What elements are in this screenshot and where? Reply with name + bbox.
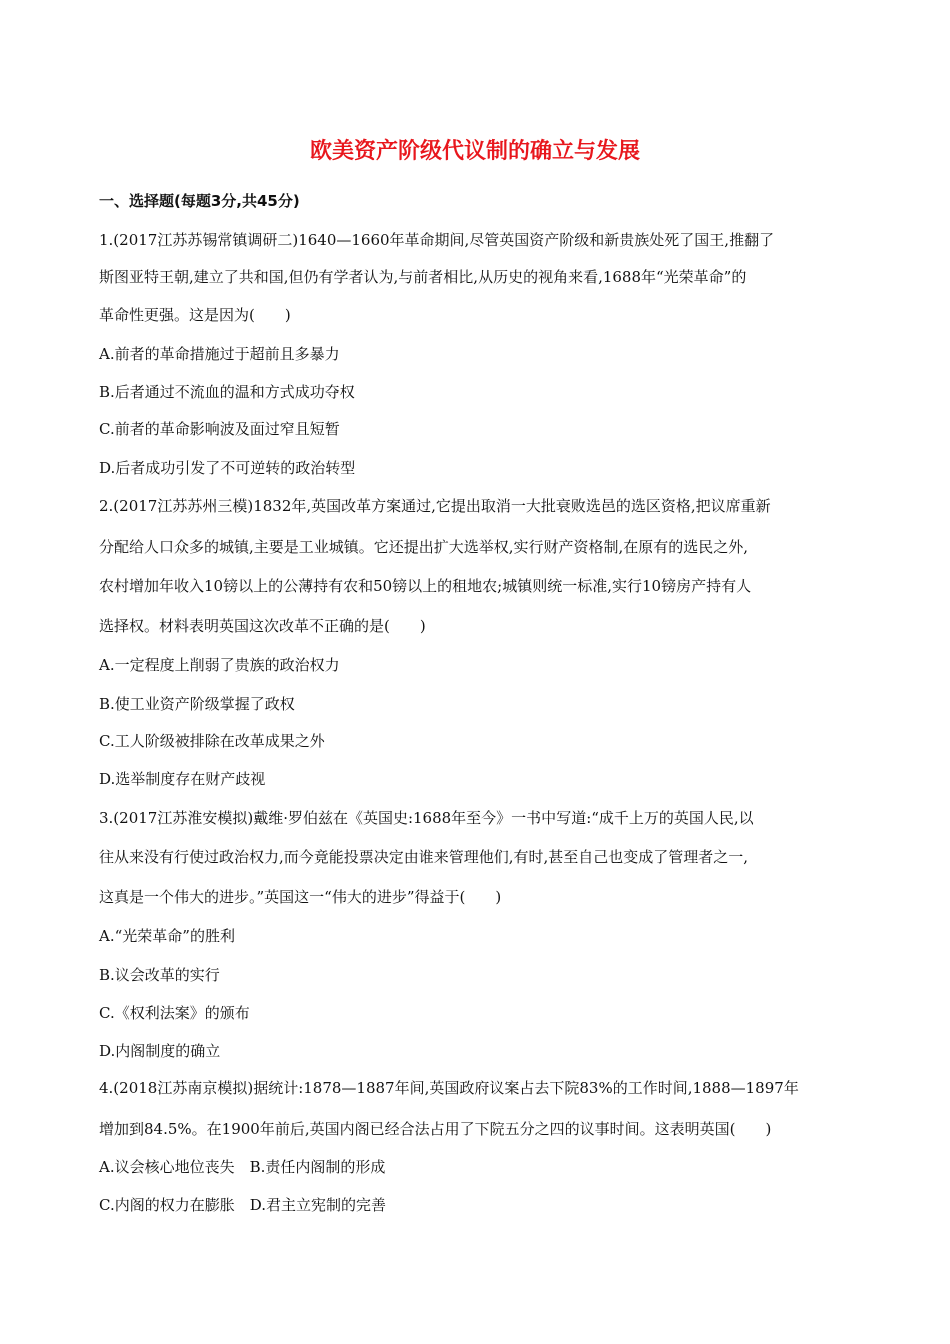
q3-stem-line-3: 这真是一个伟大的进步。”英国这一“伟大的进步”得益于( ): [99, 888, 502, 906]
q2-stem-line-2: 分配给人口众多的城镇,主要是工业城镇。它还提出扩大选举权,实行财产资格制,在原有的选民之外,: [99, 538, 749, 556]
q3-option-b: B.议会改革的实行: [99, 966, 220, 984]
page-title: 欧美资产阶级代议制的确立与发展: [309, 139, 640, 164]
q3-option-c: C.《权利法案》的颁布: [99, 1004, 250, 1022]
q2-stem-line-1: 2.(2017江苏苏州三模)1832年,英国改革方案通过,它提出取消一大批衰败选邑的选区资格,把议席重新: [99, 497, 771, 515]
q1-option-b: B.后者通过不流血的温和方式成功夺权: [99, 383, 355, 401]
q4-stem-line-2: 增加到84.5%。在1900年前后,英国内阁已经合法占用了下院五分之四的议事时间。这表明英国( ): [99, 1120, 772, 1138]
q1-stem-line-2: 斯图亚特王朝,建立了共和国,但仍有学者认为,与前者相比,从历史的视角来看,1688年“光荣革命”的: [99, 268, 747, 286]
q3-option-a: A.“光荣革命”的胜利: [99, 927, 235, 945]
q2-option-b: B.使工业资产阶级掌握了政权: [99, 695, 295, 713]
q3-option-d: D.内阁制度的确立: [99, 1042, 221, 1060]
q2-option-a: A.一定程度上削弱了贵族的政治权力: [99, 656, 340, 674]
q2-stem-line-4: 选择权。材料表明英国这次改革不正确的是( ): [99, 617, 426, 635]
q4-options-row-2: C.内阁的权力在膨胀 D.君主立宪制的完善: [99, 1196, 386, 1214]
q1-option-c: C.前者的革命影响波及面过窄且短暂: [99, 420, 340, 438]
q2-stem-line-3: 农村增加年收入10镑以上的公薄持有农和50镑以上的租地农;城镇则统一标准,实行10镑房产持有人: [99, 577, 752, 595]
q4-options-row-1: A.议会核心地位丧失 B.责任内阁制的形成: [99, 1158, 386, 1176]
q2-option-d: D.选举制度存在财产歧视: [99, 770, 266, 788]
q1-stem-line-3: 革命性更强。这是因为( ): [99, 306, 291, 324]
q2-option-c: C.工人阶级被排除在改革成果之外: [99, 732, 325, 750]
q1-stem-line-1: 1.(2017江苏苏锡常镇调研二)1640—1660年革命期间,尽管英国资产阶级和新贵族处死了国王,推翻了: [99, 231, 775, 249]
q3-stem-line-1: 3.(2017江苏淮安模拟)戴维·罗伯兹在《英国史:1688年至今》一书中写道:“成千上万的英国人民,以: [99, 809, 754, 827]
q3-stem-line-2: 往从来没有行使过政治权力,而今竟能投票决定由谁来管理他们,有时,甚至自己也变成了管理者之一,: [99, 848, 749, 866]
q1-option-d: D.后者成功引发了不可逆转的政治转型: [99, 459, 356, 477]
q1-option-a: A.前者的革命措施过于超前且多暴力: [99, 345, 340, 363]
q4-stem-line-1: 4.(2018江苏南京模拟)据统计:1878—1887年间,英国政府议案占去下院83%的工作时间,1888—1897年: [99, 1079, 799, 1097]
section-heading: 一、选择题(每题3分,共45分): [99, 192, 300, 210]
